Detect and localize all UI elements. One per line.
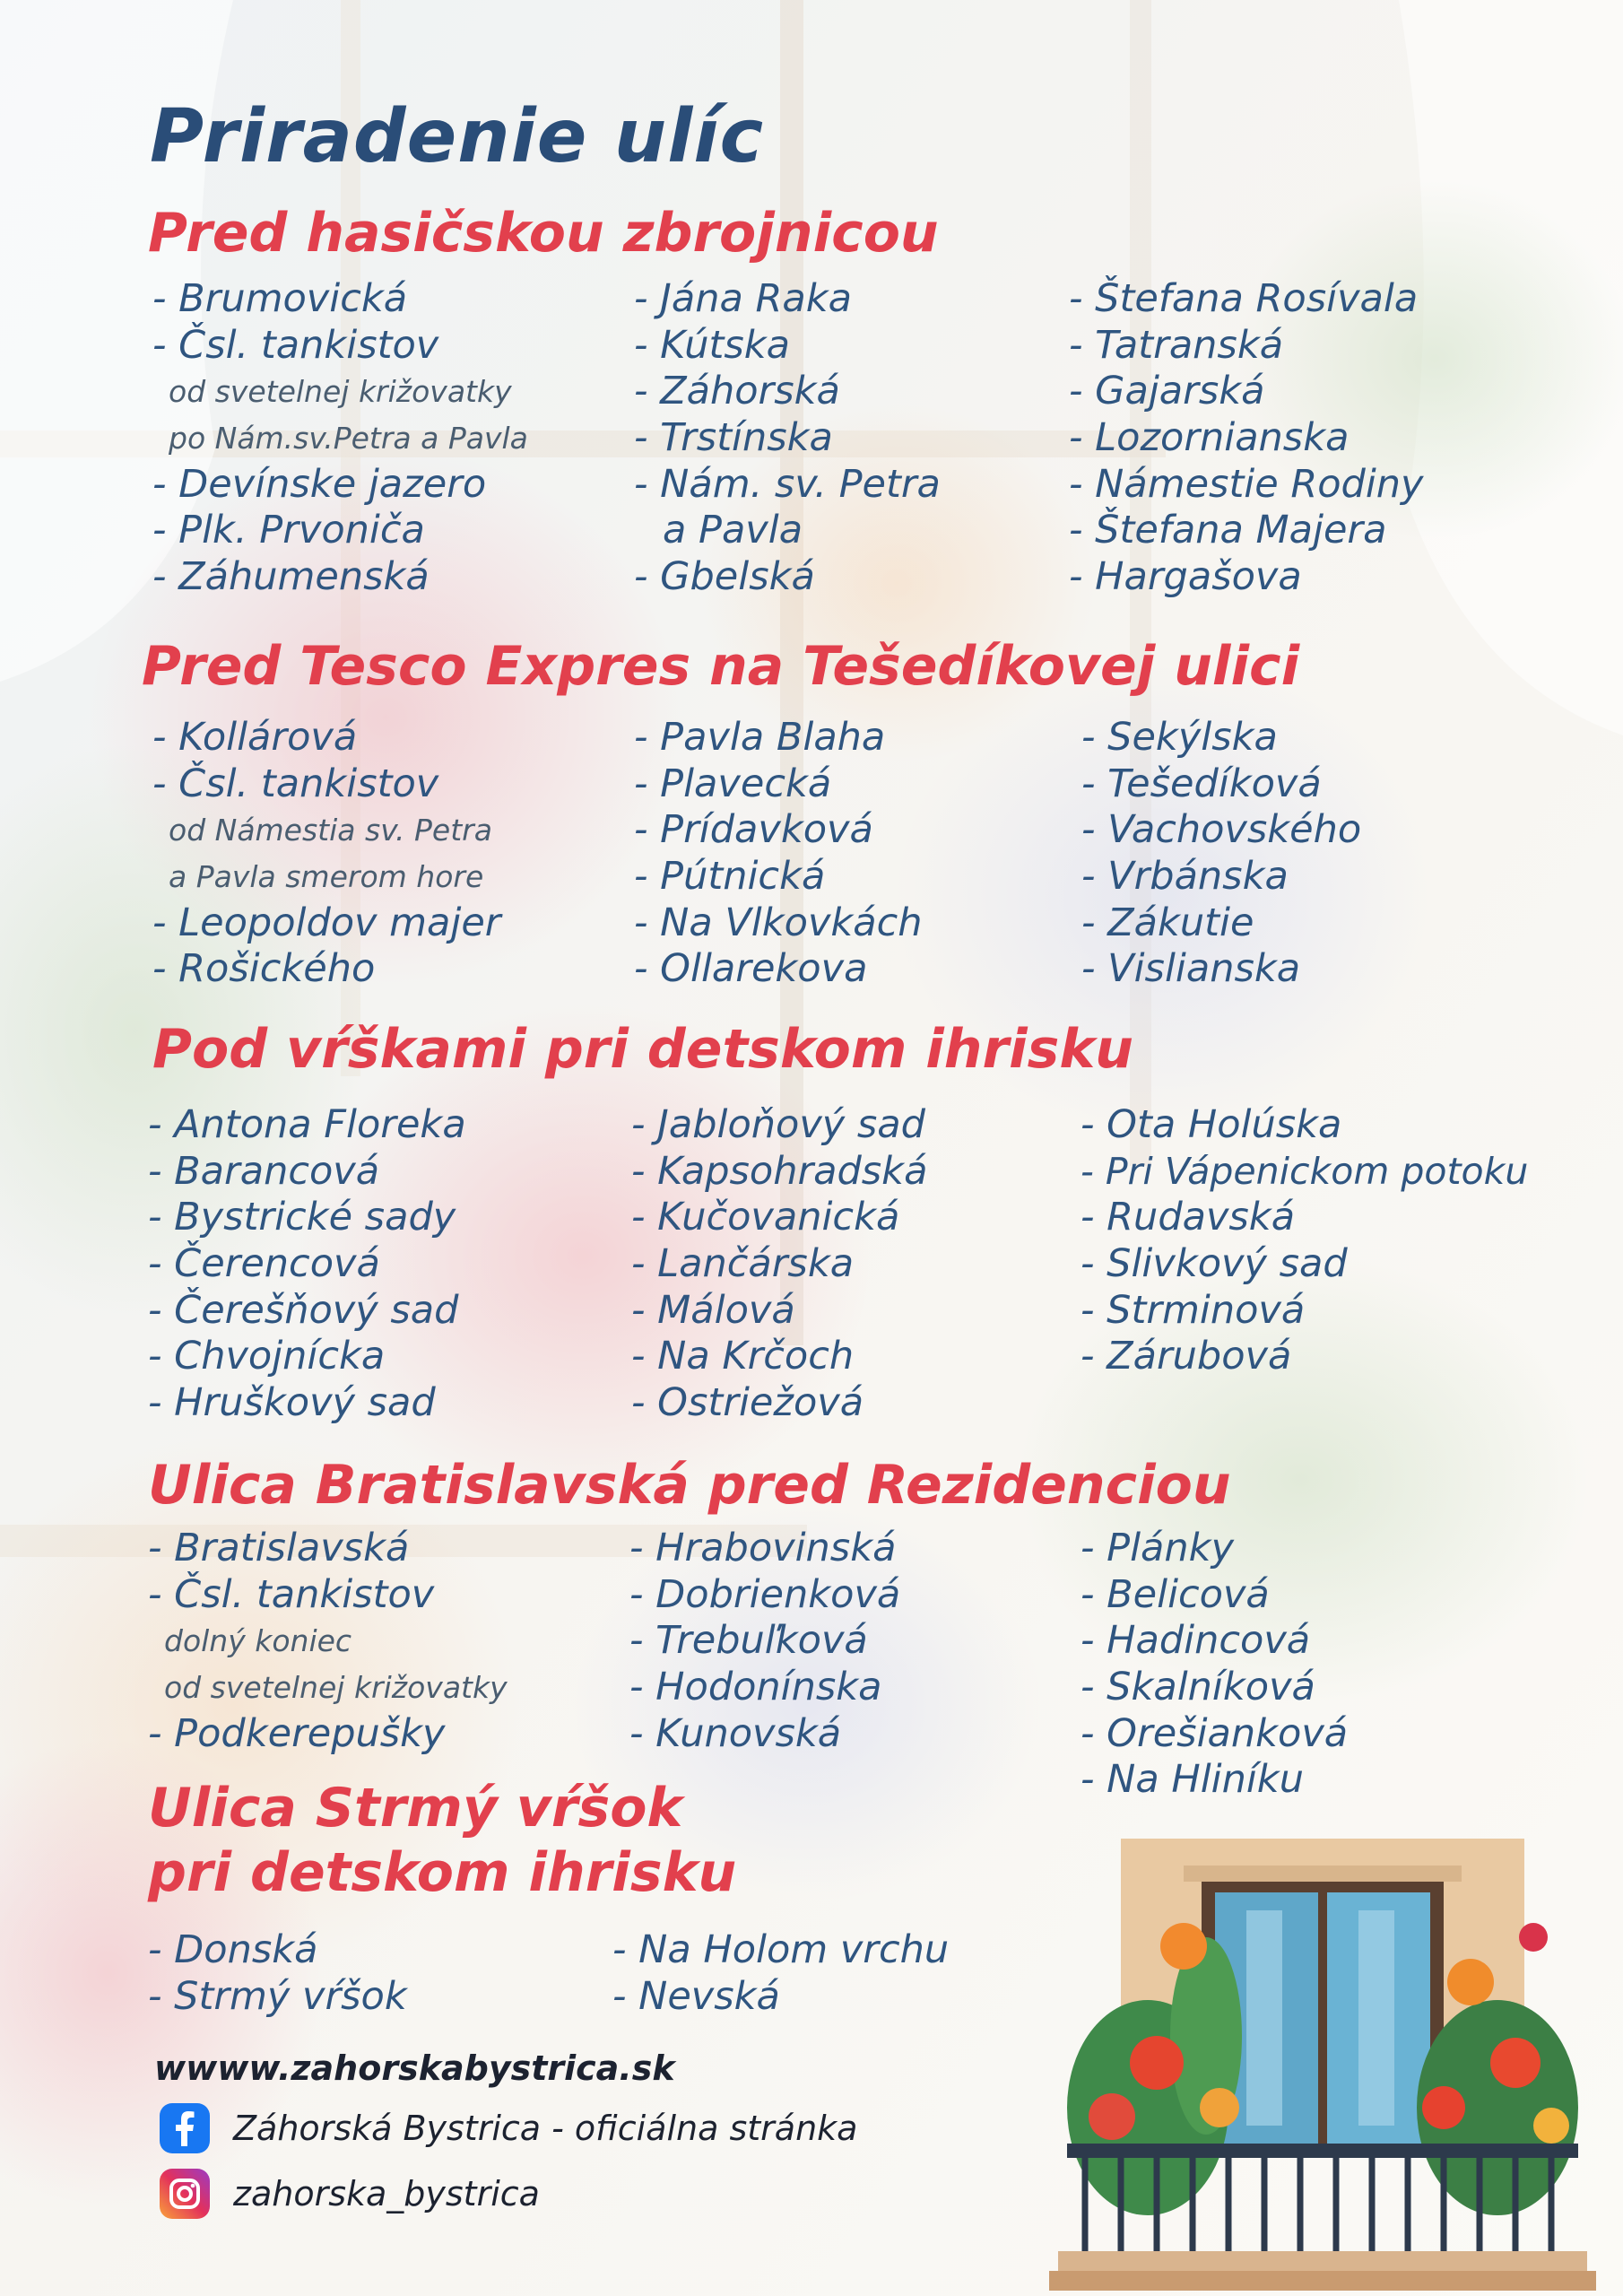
street-item: - Námestie Rodiny <box>1069 461 1424 507</box>
street-item: - Vislianska <box>1081 946 1301 992</box>
street-item: - Hruškový sad <box>148 1380 436 1426</box>
street-column <box>631 1102 927 1427</box>
street-item: - Kunovská <box>629 1710 842 1756</box>
street-item: - Čerencová <box>148 1241 380 1287</box>
street-item: - Štefana Majera <box>1069 508 1387 553</box>
street-item: - Zákutie <box>1081 900 1254 945</box>
street-item: - Pavla Blaha <box>634 715 886 760</box>
street-item: - Lozornianska <box>1069 415 1350 461</box>
street-item: - Dobrienková <box>629 1571 901 1617</box>
section-heading-bratislavska <box>148 1453 1231 1518</box>
street-item: - Kučovanická <box>631 1195 900 1240</box>
street-column <box>148 1526 508 1757</box>
street-column <box>629 1526 900 1757</box>
street-item: - Jána Raka <box>634 276 852 321</box>
street-item: - Na Holom vrchu <box>612 1927 950 1972</box>
street-item: - Orešianková <box>1081 1710 1349 1756</box>
street-item: - Hadincová <box>1081 1618 1311 1664</box>
instagram-label: zahorska_bystrica <box>233 2174 540 2213</box>
street-item: - Hrabovinská <box>629 1526 897 1570</box>
street-note: po Nám.sv.Petra a Pavla <box>169 421 528 457</box>
street-item: - Na Vlkovkách <box>634 900 923 945</box>
street-item: - Kollárová <box>152 715 358 760</box>
section-heading-strmy-vrsok <box>148 1776 736 1905</box>
street-item: - Plavecká <box>634 761 832 806</box>
street-item: - Ota Holúska <box>1081 1102 1342 1147</box>
street-item: - Sekýlska <box>1081 715 1278 760</box>
street-item: - Čsl. tankistov <box>148 1571 435 1617</box>
street-item: - Trebuľková <box>629 1618 868 1664</box>
street-item: - Trstínska <box>634 415 833 461</box>
section-heading-hasicska-zbrojnica <box>148 201 939 265</box>
street-item: - Vachovského <box>1081 807 1362 853</box>
street-item: - Nám. sv. Petra <box>634 461 941 507</box>
street-note: od svetelnej križovatky <box>164 1670 508 1706</box>
street-item: - Tatranská <box>1069 322 1284 368</box>
facebook-icon <box>160 2103 210 2153</box>
street-column <box>1081 715 1361 993</box>
street-column <box>1069 276 1424 601</box>
street-item: - Zárubová <box>1081 1334 1292 1379</box>
heading-line: pri detskom ihrisku <box>148 1841 737 1904</box>
street-item: - Nevská <box>612 1973 780 2019</box>
street-column <box>152 715 501 993</box>
page-title: Priradenie ulíc <box>150 94 765 179</box>
website-link[interactable]: wwww.zahorskabystrica.sk <box>154 2048 675 2088</box>
heading-line: Ulica Bratislavská pred Rezidenciou <box>148 1454 1231 1517</box>
street-item: - Gbelská <box>634 554 815 600</box>
street-item: - Brumovická <box>152 276 408 321</box>
street-note: od Námestia sv. Petra <box>169 813 492 848</box>
street-column <box>1081 1102 1528 1380</box>
street-item: - Na Krčoch <box>631 1334 855 1379</box>
facebook-label: Záhorská Bystrica - oficiálna stránka <box>233 2109 858 2148</box>
street-item: - Donská <box>148 1927 318 1972</box>
street-note: a Pavla smerom hore <box>169 859 484 895</box>
street-item: - Plk. Prvoniča <box>152 508 425 553</box>
street-item: - Lančárska <box>631 1241 855 1287</box>
street-item: - Málová <box>631 1287 795 1333</box>
street-item: - Hargašova <box>1069 554 1302 600</box>
street-item: - Bystrické sady <box>148 1195 456 1240</box>
street-note: od svetelnej križovatky <box>169 374 512 410</box>
section-heading-pod-vrskami <box>152 1017 1133 1082</box>
street-item: - Jabloňový sad <box>631 1102 925 1147</box>
street-item: - Kapsohradská <box>631 1148 928 1194</box>
street-column <box>1081 1526 1348 1804</box>
street-item: - Kútska <box>634 322 790 368</box>
facebook-link[interactable] <box>160 2103 857 2153</box>
street-item: - Tešedíková <box>1081 761 1322 806</box>
street-item: - Barancová <box>148 1148 380 1194</box>
street-item: - Vrbánska <box>1081 854 1289 900</box>
street-item: - Ostriežová <box>631 1380 864 1426</box>
street-item: - Pútnická <box>634 854 826 900</box>
street-item: - Leopoldov majer <box>152 900 501 945</box>
street-item: - Bratislavská <box>148 1526 410 1570</box>
street-item: - Belicová <box>1081 1571 1270 1617</box>
instagram-icon <box>160 2169 210 2219</box>
street-item: - Antona Floreka <box>148 1102 466 1147</box>
street-item: - Pri Vápenickom potoku <box>1081 1149 1529 1193</box>
heading-line: Ulica Strmý vŕšok <box>148 1777 683 1839</box>
street-column <box>148 1927 407 2020</box>
street-item: - Ollarekova <box>634 946 868 992</box>
street-item: - Záhumenská <box>152 554 430 600</box>
street-column <box>634 715 923 993</box>
street-item: - Skalníková <box>1081 1665 1315 1710</box>
street-item: - Rošického <box>152 946 376 992</box>
street-item: - Podkerepušky <box>148 1710 446 1756</box>
street-item: - Čsl. tankistov <box>152 322 439 368</box>
heading-line: Pod vŕškami pri detskom ihrisku <box>152 1018 1134 1081</box>
street-item: - Slivkový sad <box>1081 1241 1348 1287</box>
street-item: - Rudavská <box>1081 1195 1296 1240</box>
street-item: - Na Hliníku <box>1081 1757 1304 1803</box>
street-column <box>612 1927 949 2020</box>
street-note: dolný koniec <box>164 1623 352 1659</box>
street-item: - Štefana Rosívala <box>1069 276 1419 321</box>
street-item: - Devínske jazero <box>152 461 487 507</box>
street-item: - Čerešňový sad <box>148 1287 459 1333</box>
heading-line: Pred Tesco Expres na Tešedíkovej ulici <box>142 635 1300 698</box>
street-column <box>634 276 941 601</box>
section-heading-tesco-expres <box>142 634 1299 699</box>
street-item: - Strmý vŕšok <box>148 1973 407 2019</box>
heading-line: Pred hasičskou zbrojnicou <box>148 202 939 265</box>
instagram-link[interactable] <box>160 2169 540 2219</box>
street-item: - Gajarská <box>1069 369 1265 414</box>
street-item: - Plánky <box>1081 1526 1235 1570</box>
street-item: - Prídavková <box>634 807 873 853</box>
street-item-continued: a Pavla <box>663 508 803 553</box>
street-item: - Čsl. tankistov <box>152 761 439 806</box>
street-item: - Hodonínska <box>629 1665 882 1710</box>
street-item: - Strminová <box>1081 1287 1306 1333</box>
balcony-flowers-illustration <box>1049 1839 1596 2292</box>
street-column <box>152 276 528 601</box>
street-item: - Záhorská <box>634 369 840 414</box>
street-item: - Chvojnícka <box>148 1334 386 1379</box>
street-column <box>148 1102 466 1427</box>
